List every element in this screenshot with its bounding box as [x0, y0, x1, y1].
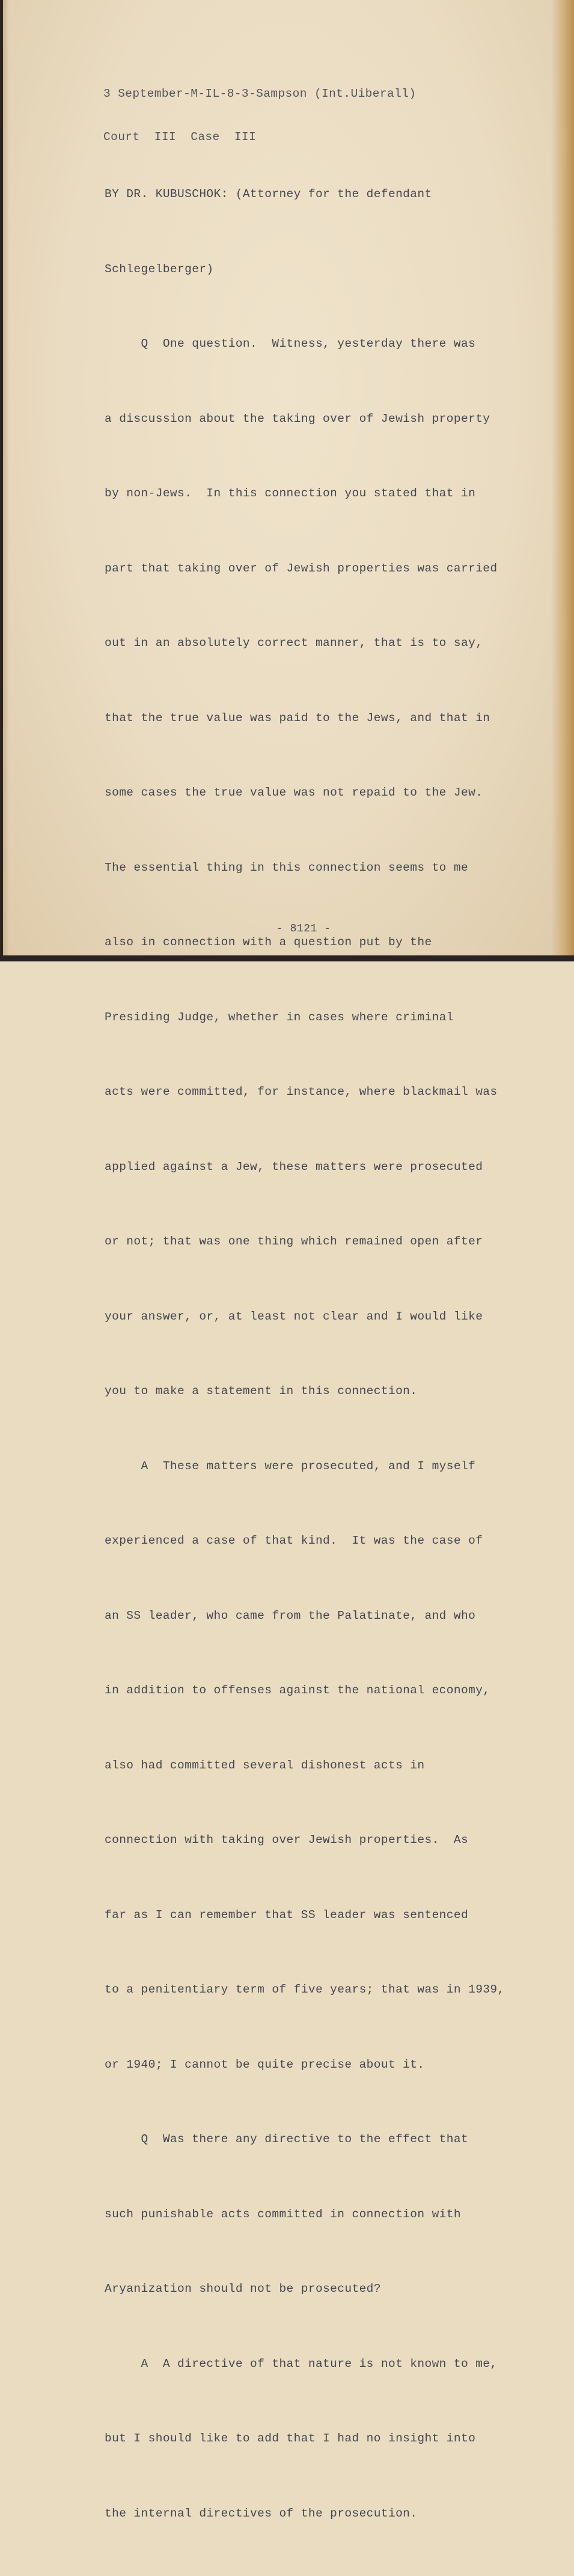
transcript-line: in addition to offenses against the national economy,: [105, 1684, 490, 1697]
transcript-line: out in an absolutely correct manner, that is to say,: [105, 636, 483, 650]
transcript-line: far as I can remember that SS leader was sentenced: [105, 1908, 469, 1922]
transcript-line: to a penitentiary term of five years; that was in 1939,: [105, 1983, 505, 1996]
transcript-line: you to make a statement in this connection.: [105, 1384, 418, 1398]
transcript-line: acts were committed, for instance, where blackmail was: [105, 1085, 498, 1098]
transcript-line: a discussion about the taking over of Jewish property: [105, 412, 490, 425]
transcript-line: connection with taking over Jewish properties. As: [105, 1833, 469, 1847]
header-line-1: 3 September-M-IL-8-3-Sampson (Int.Uiberall): [103, 87, 417, 100]
transcript-line: an SS leader, who came from the Palatinate, and who: [105, 1609, 476, 1622]
transcript-line: A These matters were prosecuted, and I myself: [105, 1459, 476, 1473]
transcript-line: or not; that was one thing which remained open after: [105, 1235, 483, 1248]
transcript-line: Aryanization should not be prosecuted?: [105, 2282, 381, 2295]
transcript-line: by non-Jews. In this connection you stated that in: [105, 487, 476, 500]
transcript-line: A A directive of that nature is not known to me,: [105, 2357, 498, 2370]
transcript-line: The essential thing in this connection seems to me: [105, 860, 469, 874]
transcript-line: part that taking over of Jewish properties was carried: [105, 561, 498, 575]
transcript-line: the internal directives of the prosecution.: [105, 2506, 418, 2520]
transcript-line: experienced a case of that kind. It was the case of: [105, 1534, 483, 1547]
transcript-line: also had committed several dishonest acts in: [105, 1758, 425, 1772]
transcript-line: also in connection with a question put by the: [105, 936, 432, 949]
page-left-shadow: [3, 0, 9, 961]
transcript-line: your answer, or, at least not clear and I would like: [105, 1309, 483, 1323]
transcript-line: Schlegelberger): [105, 262, 214, 276]
transcript-line: some cases the true value was not repaid to the Jew.: [105, 786, 483, 799]
transcript-line: Q One question. Witness, yesterday there was: [105, 337, 476, 350]
header-line-2: Court III Case III: [103, 130, 257, 144]
transcript-line: such punishable acts committed in connection with: [105, 2207, 461, 2221]
transcript-line: or 1940; I cannot be quite precise about it.: [105, 2057, 425, 2071]
page-number: - 8121 -: [276, 923, 331, 935]
transcript-body: [105, 132, 513, 2576]
transcript-line: that the true value was paid to the Jews, and that in: [105, 711, 490, 725]
transcript-line: but I should like to add that I had no insight into: [105, 2432, 476, 2445]
page-right-edge: [551, 0, 574, 961]
transcript-line: applied against a Jew, these matters were prosecuted: [105, 1160, 483, 1174]
transcript-line: Presiding Judge, whether in cases where criminal: [105, 1010, 454, 1024]
transcript-line: BY DR. KUBUSCHOK: (Attorney for the defendant: [105, 187, 432, 201]
transcript-line: Q Was there any directive to the effect that: [105, 2133, 469, 2146]
